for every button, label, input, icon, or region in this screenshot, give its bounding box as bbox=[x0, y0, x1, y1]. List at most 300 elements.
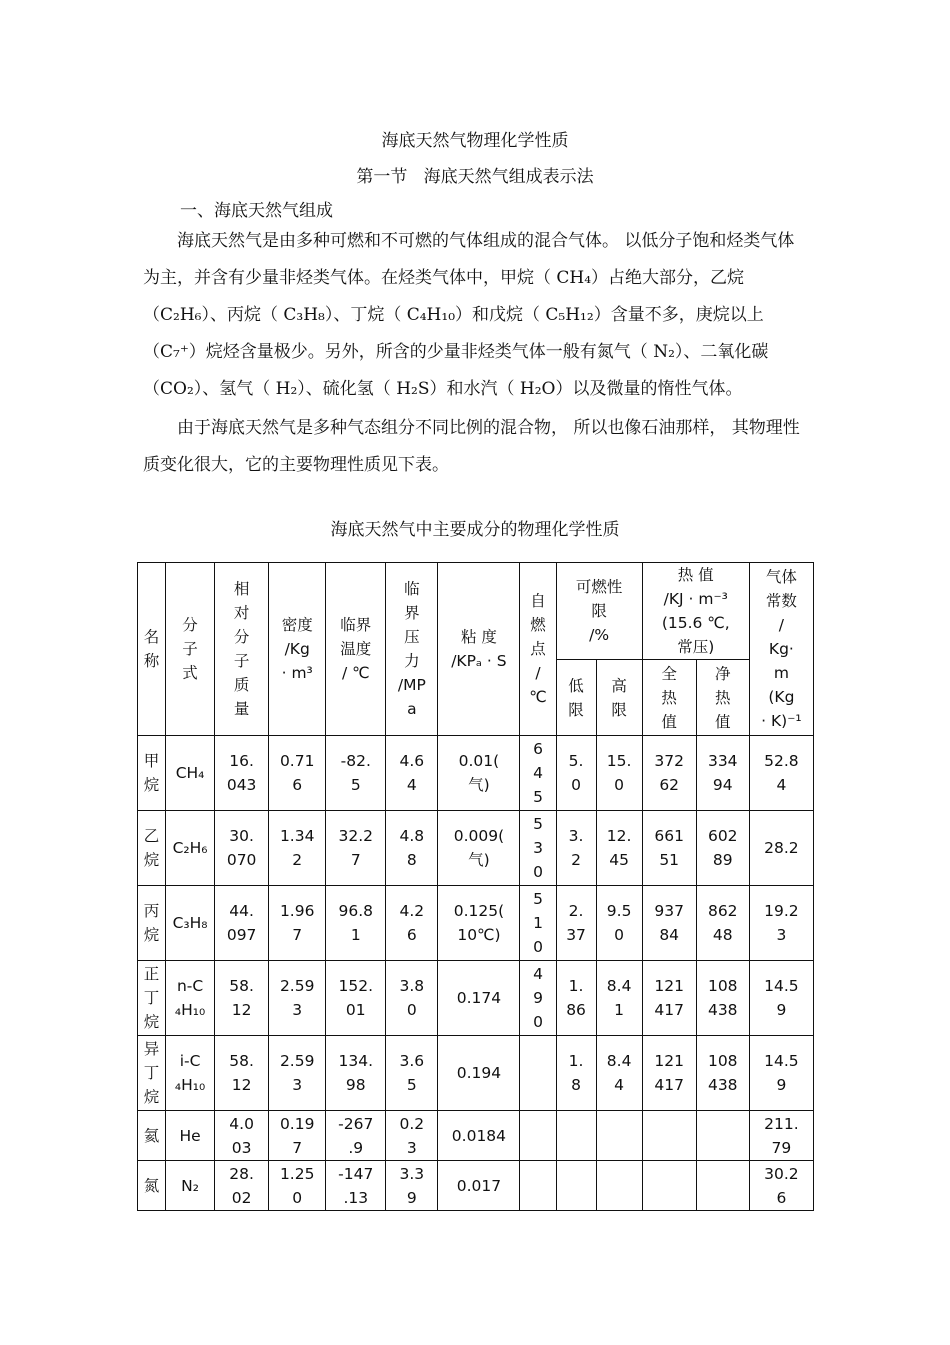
header-flammability-limits bbox=[556, 563, 642, 660]
cell-gas-constant bbox=[749, 1161, 813, 1211]
cell-line: 界 bbox=[404, 604, 420, 622]
cell-line: 热 bbox=[661, 688, 677, 707]
cell-line: 乙 bbox=[143, 827, 160, 845]
cell-line: (Kg bbox=[768, 688, 795, 706]
cell-line: 9 bbox=[776, 1076, 787, 1094]
cell-density bbox=[269, 811, 326, 886]
cell-line: 438 bbox=[707, 1001, 738, 1019]
cell-line: 正 bbox=[143, 965, 160, 983]
cell-line: 氮 bbox=[143, 1176, 160, 1195]
cell-line: -82. bbox=[340, 752, 371, 770]
cell-name bbox=[138, 886, 166, 961]
cell-line: / bbox=[778, 616, 785, 634]
cell-line: 02 bbox=[231, 1188, 252, 1207]
cell-molar-mass bbox=[215, 736, 269, 811]
cell-line: 限 bbox=[611, 700, 627, 719]
cell-line: 3. bbox=[568, 827, 584, 845]
table-row bbox=[138, 1161, 814, 1211]
cell-line: 分 bbox=[233, 628, 250, 646]
cell-line: 12 bbox=[231, 1076, 252, 1094]
cell-line: 417 bbox=[654, 1001, 684, 1019]
cell-line: 134. bbox=[338, 1052, 374, 1070]
cell-line: 1.34 bbox=[279, 827, 315, 845]
cell-autoignition bbox=[520, 736, 556, 811]
cell-viscosity bbox=[438, 1036, 520, 1111]
cell-line: 9 bbox=[533, 989, 543, 1007]
cell-low bbox=[556, 961, 596, 1036]
cell-line: 量 bbox=[233, 700, 250, 718]
cell-critical-temp bbox=[326, 886, 386, 961]
cell-line: 51 bbox=[659, 851, 680, 869]
cell-line: 0.194 bbox=[456, 1064, 502, 1082]
cell-line: i-C bbox=[179, 1052, 201, 1070]
cell-gas-constant bbox=[749, 1111, 813, 1161]
cell-molar-mass bbox=[215, 1036, 269, 1111]
cell-line: 0 bbox=[614, 926, 625, 944]
cell-line: 限 bbox=[568, 700, 584, 719]
paragraph-composition bbox=[143, 223, 809, 408]
cell-line: 14.5 bbox=[764, 977, 799, 995]
cell-line: 19.2 bbox=[764, 902, 799, 920]
cell-line: 62 bbox=[659, 776, 680, 794]
cell-gross bbox=[642, 1161, 696, 1211]
cell-line: C₂H₆ bbox=[172, 839, 208, 857]
cell-line: 097 bbox=[226, 926, 257, 944]
cell-line: 2 bbox=[571, 851, 581, 869]
cell-molar-mass bbox=[215, 961, 269, 1036]
cell-line: 37 bbox=[566, 926, 586, 944]
cell-line: 6 bbox=[776, 1188, 787, 1207]
cell-net bbox=[696, 1161, 749, 1211]
cell-line: 2.59 bbox=[279, 1052, 315, 1070]
cell-line: 热 值 bbox=[677, 566, 714, 584]
cell-formula bbox=[166, 886, 215, 961]
header-formula bbox=[166, 563, 215, 736]
cell-line: 937 bbox=[654, 902, 684, 920]
cell-viscosity bbox=[438, 1161, 520, 1211]
cell-line: 10℃) bbox=[457, 926, 501, 944]
cell-line: 0.01( bbox=[458, 752, 500, 770]
cell-line: 0 bbox=[292, 1188, 303, 1207]
cell-line: 6 bbox=[292, 776, 303, 794]
cell-formula bbox=[166, 1036, 215, 1111]
cell-line: CH₄ bbox=[175, 764, 205, 782]
cell-line: 4.0 bbox=[229, 1114, 254, 1133]
cell-line: 5 bbox=[350, 776, 361, 794]
cell-line: 8.4 bbox=[606, 1052, 632, 1070]
cell-molar-mass bbox=[215, 1161, 269, 1211]
cell-formula bbox=[166, 736, 215, 811]
cell-critical-pressure bbox=[386, 1161, 438, 1211]
cell-critical-temp bbox=[326, 1161, 386, 1211]
cell-line: 15. bbox=[606, 752, 632, 770]
cell-line: 043 bbox=[226, 776, 257, 794]
cell-line: 1 bbox=[350, 926, 361, 944]
cell-molar-mass bbox=[215, 811, 269, 886]
cell-line: 6 bbox=[533, 740, 543, 758]
cell-line: 异 bbox=[143, 1040, 160, 1058]
cell-line: 0.017 bbox=[456, 1176, 502, 1195]
table-row bbox=[138, 1036, 814, 1111]
cell-high bbox=[596, 886, 642, 961]
cell-density bbox=[269, 886, 326, 961]
cell-line: 0 bbox=[571, 776, 581, 794]
cell-autoignition bbox=[520, 1036, 556, 1111]
cell-line: 4.8 bbox=[399, 827, 425, 845]
header-heating-value bbox=[642, 563, 749, 660]
cell-line: 临界 bbox=[340, 616, 372, 634]
cell-line: 3.8 bbox=[399, 977, 425, 995]
table-caption: 海底天然气中主要成分的物理化学性质 bbox=[330, 520, 620, 540]
cell-viscosity bbox=[438, 886, 520, 961]
cell-line: 气体 bbox=[765, 568, 797, 586]
header-autoignition bbox=[520, 563, 556, 736]
cell-line: 121 bbox=[654, 977, 684, 995]
cell-line: 0 bbox=[614, 776, 625, 794]
cell-name bbox=[138, 1036, 166, 1111]
cell-line: 高 bbox=[611, 676, 627, 695]
cell-line: 0.174 bbox=[456, 989, 502, 1007]
cell-line: 3.6 bbox=[399, 1052, 425, 1070]
cell-line: 602 bbox=[707, 827, 738, 845]
cell-net bbox=[696, 1111, 749, 1161]
cell-critical-pressure bbox=[386, 811, 438, 886]
cell-line: 5 bbox=[533, 815, 543, 833]
cell-line: 01 bbox=[345, 1001, 366, 1019]
cell-gas-constant bbox=[749, 736, 813, 811]
cell-line: 甲 bbox=[143, 752, 160, 770]
cell-line: · K)⁻¹ bbox=[761, 712, 802, 730]
cell-high bbox=[596, 1036, 642, 1111]
cell-line: 称 bbox=[143, 652, 160, 670]
cell-line: 58. bbox=[229, 977, 254, 995]
cell-line: /Kg bbox=[284, 640, 310, 658]
table-row bbox=[138, 811, 814, 886]
cell-line: 211. bbox=[764, 1114, 799, 1133]
cell-net bbox=[696, 811, 749, 886]
cell-line: 可燃性 bbox=[575, 578, 623, 596]
cell-line: 44. bbox=[229, 902, 254, 920]
cell-line: 4 bbox=[533, 764, 543, 782]
cell-line: 温度 bbox=[340, 640, 372, 658]
subsection-title: 一、海底天然气组成 bbox=[180, 201, 333, 221]
cell-critical-temp bbox=[326, 1036, 386, 1111]
cell-high bbox=[596, 736, 642, 811]
cell-formula bbox=[166, 961, 215, 1036]
cell-gross bbox=[642, 1036, 696, 1111]
cell-line: 417 bbox=[654, 1076, 684, 1094]
cell-line: 7 bbox=[292, 1138, 303, 1157]
cell-line: 30.2 bbox=[764, 1164, 799, 1183]
cell-line: 96.8 bbox=[338, 902, 374, 920]
cell-critical-temp bbox=[326, 811, 386, 886]
properties-table bbox=[137, 562, 814, 1211]
cell-line: 2. bbox=[568, 902, 584, 920]
cell-line: 0.2 bbox=[399, 1114, 425, 1133]
cell-line: 3.3 bbox=[399, 1164, 425, 1183]
cell-line: 0 bbox=[533, 938, 543, 956]
cell-net bbox=[696, 736, 749, 811]
cell-line: 质 bbox=[233, 676, 250, 694]
cell-line: n-C bbox=[176, 977, 204, 995]
cell-line: 分 bbox=[182, 616, 198, 634]
cell-line: 限 bbox=[591, 602, 607, 620]
cell-viscosity bbox=[438, 811, 520, 886]
cell-line: 0 bbox=[533, 1013, 543, 1031]
cell-line: 32.2 bbox=[338, 827, 374, 845]
cell-line: 气) bbox=[468, 851, 490, 869]
cell-gross bbox=[642, 886, 696, 961]
cell-line: ℃ bbox=[529, 688, 547, 706]
cell-line: 4 bbox=[614, 1076, 625, 1094]
cell-line: 3 bbox=[406, 1138, 417, 1157]
cell-line: 4 bbox=[776, 776, 787, 794]
cell-net bbox=[696, 961, 749, 1036]
cell-line: 58. bbox=[229, 1052, 254, 1070]
cell-viscosity bbox=[438, 736, 520, 811]
cell-line: 0.125( bbox=[453, 902, 505, 920]
cell-net bbox=[696, 1036, 749, 1111]
cell-formula bbox=[166, 1161, 215, 1211]
cell-critical-pressure bbox=[386, 736, 438, 811]
cell-line: 89 bbox=[712, 851, 733, 869]
cell-line: 全 bbox=[661, 664, 677, 683]
header-flammability-high bbox=[596, 660, 642, 736]
cell-line: / ℃ bbox=[341, 664, 370, 682]
table-row bbox=[138, 1111, 814, 1161]
cell-critical-temp bbox=[326, 961, 386, 1036]
cell-line: 气) bbox=[468, 776, 490, 794]
cell-line: 式 bbox=[182, 664, 198, 682]
cell-line: 1 bbox=[533, 914, 543, 932]
cell-line: 03 bbox=[231, 1138, 252, 1157]
cell-molar-mass bbox=[215, 886, 269, 961]
cell-line: 5 bbox=[533, 890, 543, 908]
cell-formula bbox=[166, 1111, 215, 1161]
cell-gas-constant bbox=[749, 961, 813, 1036]
cell-line: 3 bbox=[776, 926, 787, 944]
cell-line: 1 bbox=[614, 1001, 625, 1019]
cell-line: 438 bbox=[707, 1076, 738, 1094]
cell-line: 14.5 bbox=[764, 1052, 799, 1070]
cell-line: 152. bbox=[338, 977, 374, 995]
table-row bbox=[138, 961, 814, 1036]
cell-line: .13 bbox=[343, 1188, 369, 1207]
cell-line: 对 bbox=[233, 604, 250, 622]
cell-line: 28. bbox=[229, 1164, 254, 1183]
cell-density bbox=[269, 1111, 326, 1161]
cell-low bbox=[556, 736, 596, 811]
header-heating-gross bbox=[642, 660, 696, 736]
cell-line: /% bbox=[589, 626, 610, 644]
cell-name bbox=[138, 961, 166, 1036]
cell-line: 2.59 bbox=[279, 977, 315, 995]
cell-line: 名 bbox=[143, 628, 160, 646]
cell-line: (15.6 ℃, bbox=[661, 614, 730, 632]
cell-line: 点 bbox=[530, 640, 546, 658]
cell-line: 12 bbox=[231, 1001, 252, 1019]
cell-line: 丁 bbox=[143, 989, 160, 1007]
cell-line: /KJ · m⁻³ bbox=[663, 590, 728, 608]
cell-low bbox=[556, 1161, 596, 1211]
cell-line: 值 bbox=[715, 712, 731, 731]
cell-line: 子 bbox=[182, 640, 198, 658]
cell-gas-constant bbox=[749, 1036, 813, 1111]
cell-high bbox=[596, 1161, 642, 1211]
cell-line: 334 bbox=[707, 752, 738, 770]
cell-low bbox=[556, 811, 596, 886]
cell-line: 7 bbox=[292, 926, 303, 944]
cell-density bbox=[269, 1036, 326, 1111]
cell-name bbox=[138, 811, 166, 886]
cell-viscosity bbox=[438, 1111, 520, 1161]
cell-line: 0 bbox=[406, 1001, 417, 1019]
cell-density bbox=[269, 1161, 326, 1211]
cell-line: 0.71 bbox=[279, 752, 315, 770]
cell-line: 自 bbox=[530, 592, 546, 610]
cell-line: 0.19 bbox=[279, 1114, 315, 1133]
cell-critical-pressure bbox=[386, 1036, 438, 1111]
cell-line: 值 bbox=[661, 712, 677, 731]
table-row bbox=[138, 736, 814, 811]
cell-line: m bbox=[773, 664, 789, 682]
cell-line: 070 bbox=[226, 851, 257, 869]
cell-line: 52.8 bbox=[764, 752, 799, 770]
paragraph-text: 由于海底天然气是多种气态组分不同比例的混合物， 所以也像石油那样， 其物理性质变化很大，它的主要物理性质见下表。 bbox=[143, 418, 800, 475]
header-density bbox=[269, 563, 326, 736]
header-name bbox=[138, 563, 166, 736]
cell-gas-constant bbox=[749, 886, 813, 961]
cell-line: 4.2 bbox=[399, 902, 425, 920]
header-heating-net bbox=[696, 660, 749, 736]
cell-line: 3 bbox=[292, 1076, 303, 1094]
cell-density bbox=[269, 736, 326, 811]
cell-line: 烷 bbox=[143, 926, 160, 944]
cell-line: 低 bbox=[568, 676, 584, 695]
cell-line: 48 bbox=[712, 926, 733, 944]
cell-line: 密度 bbox=[281, 616, 313, 634]
document-title: 海底天然气物理化学性质 bbox=[381, 131, 569, 151]
cell-name bbox=[138, 1111, 166, 1161]
cell-line: 94 bbox=[712, 776, 733, 794]
cell-line: 79 bbox=[771, 1138, 792, 1157]
cell-line: 5 bbox=[406, 1076, 417, 1094]
cell-line: C₃H₈ bbox=[172, 914, 208, 932]
cell-line: 2 bbox=[292, 851, 303, 869]
cell-density bbox=[269, 961, 326, 1036]
cell-line: 108 bbox=[707, 1052, 738, 1070]
section-title: 第一节 海底天然气组成表示法 bbox=[356, 167, 594, 187]
cell-line: 9 bbox=[776, 1001, 787, 1019]
header-molar-mass bbox=[215, 563, 269, 736]
cell-line: 氦 bbox=[143, 1126, 160, 1145]
cell-line: 烷 bbox=[143, 851, 160, 869]
cell-line: 丙 bbox=[143, 902, 160, 920]
cell-line: 1. bbox=[568, 1052, 584, 1070]
cell-gross bbox=[642, 736, 696, 811]
cell-line: 烷 bbox=[143, 776, 160, 794]
cell-low bbox=[556, 886, 596, 961]
cell-line: 372 bbox=[654, 752, 684, 770]
cell-line: 84 bbox=[659, 926, 680, 944]
cell-line: 粘 度 bbox=[460, 628, 497, 646]
cell-gross bbox=[642, 961, 696, 1036]
cell-autoignition bbox=[520, 1161, 556, 1211]
cell-gas-constant bbox=[749, 811, 813, 886]
cell-line: 热 bbox=[715, 688, 731, 707]
cell-critical-temp bbox=[326, 1111, 386, 1161]
cell-line: 力 bbox=[404, 652, 420, 670]
cell-autoignition bbox=[520, 961, 556, 1036]
cell-line: 1. bbox=[568, 977, 584, 995]
cell-line: 常数 bbox=[765, 592, 797, 610]
cell-line: -147 bbox=[338, 1164, 374, 1183]
table-row bbox=[138, 886, 814, 961]
cell-line: 4 bbox=[406, 776, 417, 794]
cell-line: a bbox=[407, 700, 417, 718]
cell-gross bbox=[642, 811, 696, 886]
cell-line: 常压) bbox=[677, 638, 715, 656]
header-flammability-low bbox=[556, 660, 596, 736]
cell-high bbox=[596, 961, 642, 1036]
cell-line: 0.0184 bbox=[451, 1126, 507, 1145]
cell-critical-temp bbox=[326, 736, 386, 811]
cell-line: 121 bbox=[654, 1052, 684, 1070]
header-viscosity bbox=[438, 563, 520, 736]
cell-line: 烷 bbox=[143, 1088, 160, 1106]
cell-line: 86 bbox=[566, 1001, 586, 1019]
cell-line: 16. bbox=[229, 752, 254, 770]
cell-line: 子 bbox=[233, 652, 250, 670]
cell-line: -267 bbox=[338, 1114, 374, 1133]
cell-line: 30. bbox=[229, 827, 254, 845]
cell-line: / bbox=[535, 664, 541, 682]
cell-line: Kg· bbox=[768, 640, 794, 658]
cell-molar-mass bbox=[215, 1111, 269, 1161]
paragraph-text: 海底天然气是由多种可燃和不可燃的气体组成的混合气体。 以低分子饱和烃类气体为主，并含有少量非烃类气体。在烃类气体中，甲烷（ CH₄）占绝大部分，乙烷（C₂H₆）、丙烷（ C₃H₈）、丁烷（ C₄H₁₀）和戊烷（ C₅H₁₂）含量不多，庚烷以上（C₇⁺）烷烃含量极少。另外，所含的少量非烃类气体一般有氮气（ N₂）、二氧化碳（CO₂）、氢气（ H₂）、硫化氢（ H₂S）和水汽（ H₂O）以及微量的惰性气体。 bbox=[143, 231, 795, 399]
cell-line: N₂ bbox=[181, 1176, 199, 1195]
cell-low bbox=[556, 1036, 596, 1111]
cell-line: 4.6 bbox=[399, 752, 425, 770]
cell-line: 7 bbox=[350, 851, 361, 869]
cell-line: 6 bbox=[406, 926, 417, 944]
cell-line: 8 bbox=[571, 1076, 581, 1094]
cell-line: 5. bbox=[568, 752, 584, 770]
cell-critical-pressure bbox=[386, 961, 438, 1036]
cell-line: .9 bbox=[348, 1138, 364, 1157]
cell-line: 净 bbox=[715, 664, 731, 683]
cell-line: 661 bbox=[654, 827, 684, 845]
cell-viscosity bbox=[438, 961, 520, 1036]
paragraph-properties-intro bbox=[143, 410, 809, 484]
cell-line: 1.25 bbox=[279, 1164, 315, 1183]
cell-line: 0.009( bbox=[453, 827, 505, 845]
cell-line: 862 bbox=[707, 902, 738, 920]
cell-line: 0 bbox=[533, 863, 543, 881]
cell-name bbox=[138, 1161, 166, 1211]
cell-line: 9.5 bbox=[606, 902, 632, 920]
cell-autoignition bbox=[520, 1111, 556, 1161]
header-critical-pressure bbox=[386, 563, 438, 736]
cell-name bbox=[138, 736, 166, 811]
table-body bbox=[138, 736, 814, 1211]
cell-line: 9 bbox=[406, 1188, 417, 1207]
cell-line: 8.4 bbox=[606, 977, 632, 995]
cell-line: 5 bbox=[533, 788, 543, 806]
cell-line: 烷 bbox=[143, 1013, 160, 1031]
cell-line: 相 bbox=[233, 580, 250, 598]
cell-line: 3 bbox=[292, 1001, 303, 1019]
